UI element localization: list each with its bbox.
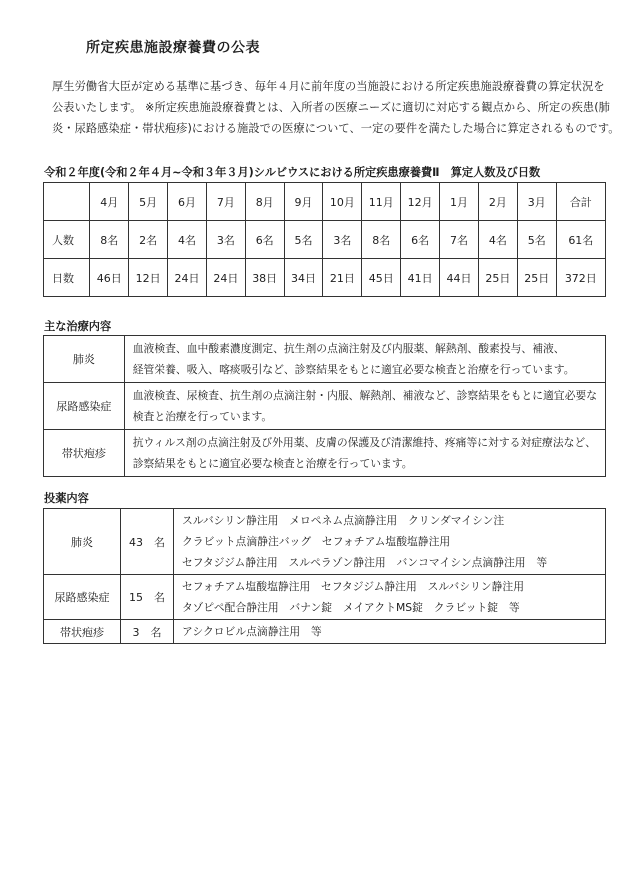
- disease-cell: 尿路感染症: [44, 575, 121, 620]
- patient-count: 43 名: [121, 509, 174, 575]
- row-label: 人数: [44, 221, 90, 259]
- treatments-heading: 主な治療内容: [44, 320, 112, 333]
- treatment-desc: [124, 336, 605, 383]
- page-title: 所定疾患施設療養費の公表: [86, 40, 260, 56]
- count-cell: 34日: [284, 259, 323, 297]
- count-cell: 21日: [323, 259, 362, 297]
- counts-days-row: [44, 259, 606, 297]
- drug-line: クラビット点滴静注バッグ セフォチアム塩酸塩静注用: [182, 535, 451, 548]
- treatment-line: 血液検査、血中酸素濃度測定、抗生剤の点滴注射及び内服薬、解熱剤、酸素投与、補液、: [132, 342, 565, 355]
- count-cell: 6名: [401, 221, 440, 259]
- count-cell: 5名: [284, 221, 323, 259]
- treatment-line: 血液検査、尿検査、抗生剤の点滴注射・内服、解熱剤、補液など、診察結果をもとに適宜必要な: [132, 389, 597, 402]
- intro-paragraph: [52, 76, 620, 139]
- count-cell: 41日: [401, 259, 440, 297]
- drug-row: [44, 509, 606, 575]
- corner-cell: [44, 183, 90, 221]
- count-cell: 4名: [168, 221, 207, 259]
- month-header: 8月: [245, 183, 284, 221]
- disease-cell: 帯状疱疹: [44, 430, 125, 477]
- drug-list: [174, 509, 606, 575]
- count-cell: 45日: [362, 259, 401, 297]
- treatment-row: [44, 383, 606, 430]
- count-cell: 3名: [323, 221, 362, 259]
- count-cell: 46日: [90, 259, 129, 297]
- disease-cell: 肺炎: [44, 509, 121, 575]
- count-cell: 8名: [362, 221, 401, 259]
- treatment-desc: [124, 383, 605, 430]
- month-header: 1月: [440, 183, 479, 221]
- count-cell: 3名: [206, 221, 245, 259]
- patient-count: 15 名: [121, 575, 174, 620]
- month-header: 9月: [284, 183, 323, 221]
- drug-line: セフタジジム静注用 スルペラゾン静注用 バンコマイシン点滴静注用 等: [182, 556, 548, 569]
- total-cell: 372日: [556, 259, 605, 297]
- drugs-table: [43, 508, 606, 644]
- intro-line: 厚生労働省大臣が定める基準に基づき、毎年４月に前年度の当施設における所定疾患施設療養費の算定状況を: [52, 80, 605, 93]
- count-cell: 7名: [440, 221, 479, 259]
- count-cell: 25日: [517, 259, 556, 297]
- drug-row: [44, 620, 606, 644]
- disease-cell: 肺炎: [44, 336, 125, 383]
- month-header: 12月: [401, 183, 440, 221]
- month-header: 5月: [129, 183, 168, 221]
- drug-list: [174, 575, 606, 620]
- counts-table: [43, 182, 606, 297]
- count-cell: 2名: [129, 221, 168, 259]
- month-header: 3月: [517, 183, 556, 221]
- treatment-line: 検査と治療を行っています。: [132, 410, 273, 423]
- drug-line: タゾピペ配合静注用 バナン錠 メイアクトMS錠 クラビット錠 等: [182, 601, 520, 614]
- count-cell: 24日: [168, 259, 207, 297]
- treatment-line: 診察結果をもとに適宜必要な検査と治療を行っています。: [132, 457, 413, 470]
- total-header: 合計: [556, 183, 605, 221]
- treatment-row: [44, 336, 606, 383]
- counts-people-row: [44, 221, 606, 259]
- month-header: 11月: [362, 183, 401, 221]
- disease-cell: 帯状疱疹: [44, 620, 121, 644]
- intro-line: 公表いたします。 ※所定疾患施設療養費とは、入所者の医療ニーズに適切に対応する観点から、所定の疾患(肺: [52, 101, 610, 114]
- count-cell: 5名: [517, 221, 556, 259]
- total-cell: 61名: [556, 221, 605, 259]
- drug-line: セフォチアム塩酸塩静注用 セフタジジム静注用 スルバシリン静注用: [182, 580, 524, 593]
- patient-count: 3 名: [121, 620, 174, 644]
- month-header: 2月: [478, 183, 517, 221]
- count-cell: 12日: [129, 259, 168, 297]
- treatment-line: 経管栄養、吸入、喀痰吸引など、診察結果をもとに適宜必要な検査と治療を行っています。: [132, 363, 575, 376]
- drug-list: [174, 620, 606, 644]
- count-cell: 25日: [478, 259, 517, 297]
- count-cell: 44日: [440, 259, 479, 297]
- count-cell: 38日: [245, 259, 284, 297]
- treatments-table: [43, 335, 606, 477]
- count-cell: 6名: [245, 221, 284, 259]
- count-cell: 24日: [206, 259, 245, 297]
- disease-cell: 尿路感染症: [44, 383, 125, 430]
- treatment-line: 抗ウィルス剤の点滴注射及び外用薬、皮膚の保護及び清潔維持、疼痛等に対する対症療法など、: [132, 436, 597, 449]
- count-cell: 4名: [478, 221, 517, 259]
- counts-header-row: [44, 183, 606, 221]
- month-header: 6月: [168, 183, 207, 221]
- row-label: 日数: [44, 259, 90, 297]
- intro-line: 炎・尿路感染症・帯状疱疹)における施設での医療について、一定の要件を満たした場合に算定されるものです。: [52, 122, 620, 135]
- drugs-heading: 投薬内容: [44, 492, 89, 505]
- month-header: 4月: [90, 183, 129, 221]
- month-header: 10月: [323, 183, 362, 221]
- month-header: 7月: [206, 183, 245, 221]
- treatment-row: [44, 430, 606, 477]
- drug-line: アシクロビル点滴静注用 等: [182, 625, 322, 638]
- count-cell: 8名: [90, 221, 129, 259]
- counts-heading: 令和２年度(令和２年４月~令和３年３月)シルビウスにおける所定疾患療養費Ⅱ 算定人数及び日数: [44, 166, 541, 179]
- treatment-desc: [124, 430, 605, 477]
- drug-line: スルバシリン静注用 メロペネム点滴静注用 クリンダマイシン注: [182, 514, 505, 527]
- drug-row: [44, 575, 606, 620]
